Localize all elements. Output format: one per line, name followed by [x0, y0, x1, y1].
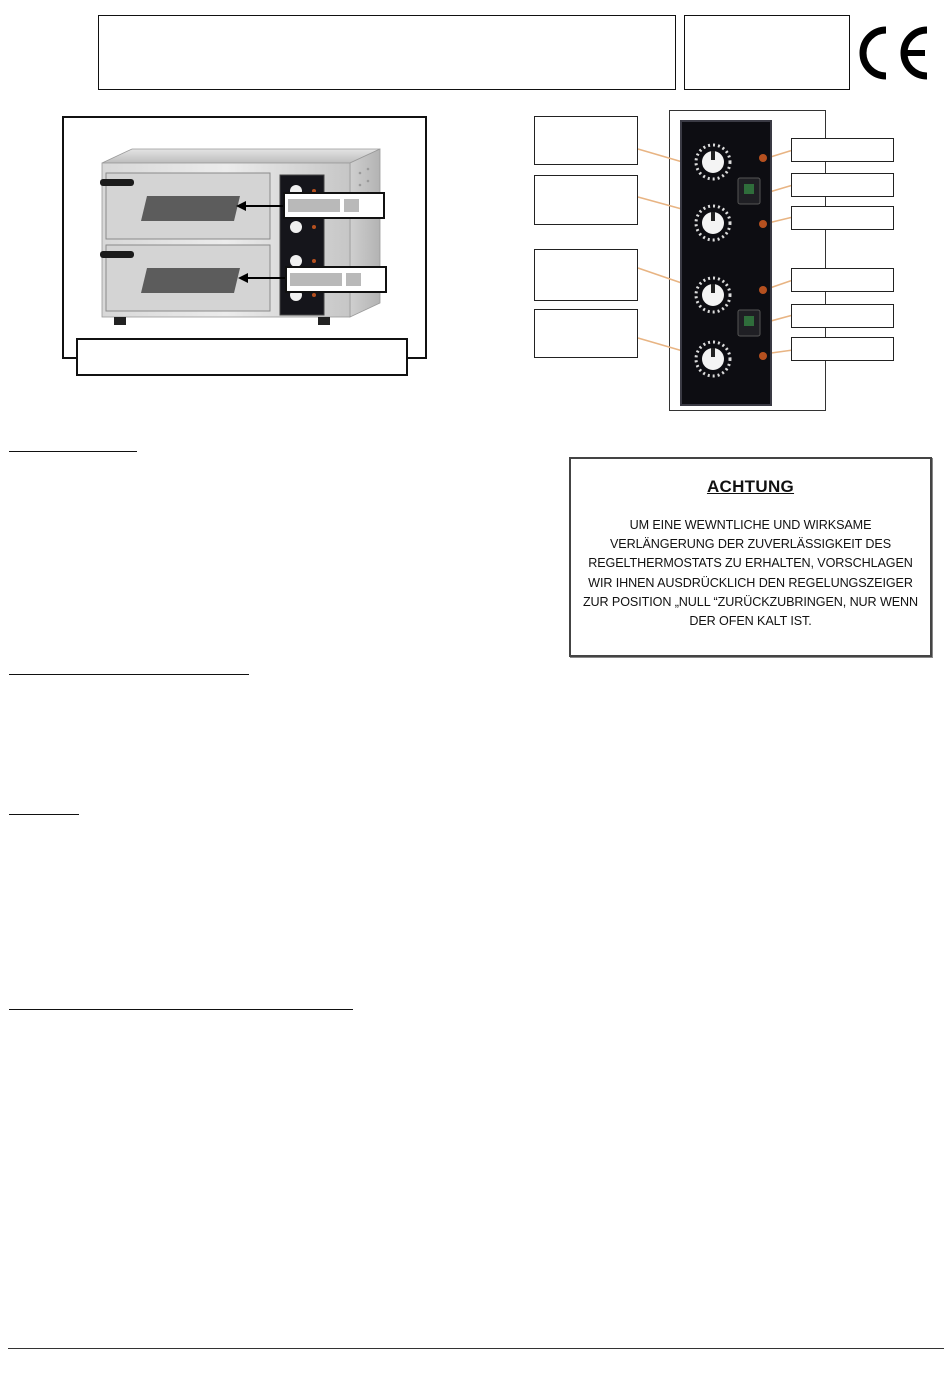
ce-mark-logo	[856, 22, 934, 84]
panel-label-right-1	[791, 138, 894, 162]
panel-label-left-2	[534, 175, 638, 225]
section-heading-rule-1	[9, 451, 137, 452]
model-code-box	[684, 15, 850, 90]
panel-label-right-4	[791, 268, 894, 292]
panel-label-right-3	[791, 206, 894, 230]
warning-box	[569, 457, 932, 657]
section-heading-rule-4	[9, 1009, 353, 1010]
panel-label-right-5	[791, 304, 894, 328]
oven-arrows	[230, 195, 290, 285]
panel-label-right-2	[791, 173, 894, 197]
upper-chamber-label	[283, 192, 385, 219]
section-heading-rule-3	[9, 814, 79, 815]
panel-label-left-1	[534, 116, 638, 165]
document-title-box	[98, 15, 676, 90]
warning-body: UM EINE WEWNTLICHE UND WIRKSAME VERLÄNGERUNG DER ZUVERLÄSSIGKEIT DES REGELTHERMOSTATS ZU ERHALTEN, VORSCHLAGEN WIR IHNEN AUSDRÜCKLICH DEN REGELUNGSZEIGER ZUR POSITION „NULL “ZURÜCKZUBRINGEN, NUR WENN DER OFEN KALT IST.	[582, 518, 919, 629]
lower-chamber-label	[285, 266, 387, 293]
control-panel-photo	[680, 120, 772, 406]
warning-heading: ACHTUNG	[706, 477, 795, 496]
panel-label-right-6	[791, 337, 894, 361]
oven-caption-box	[76, 338, 408, 376]
panel-label-left-3	[534, 249, 638, 301]
section-heading-rule-2	[9, 674, 249, 675]
panel-label-left-4	[534, 309, 638, 358]
footer-rule	[8, 1348, 944, 1349]
